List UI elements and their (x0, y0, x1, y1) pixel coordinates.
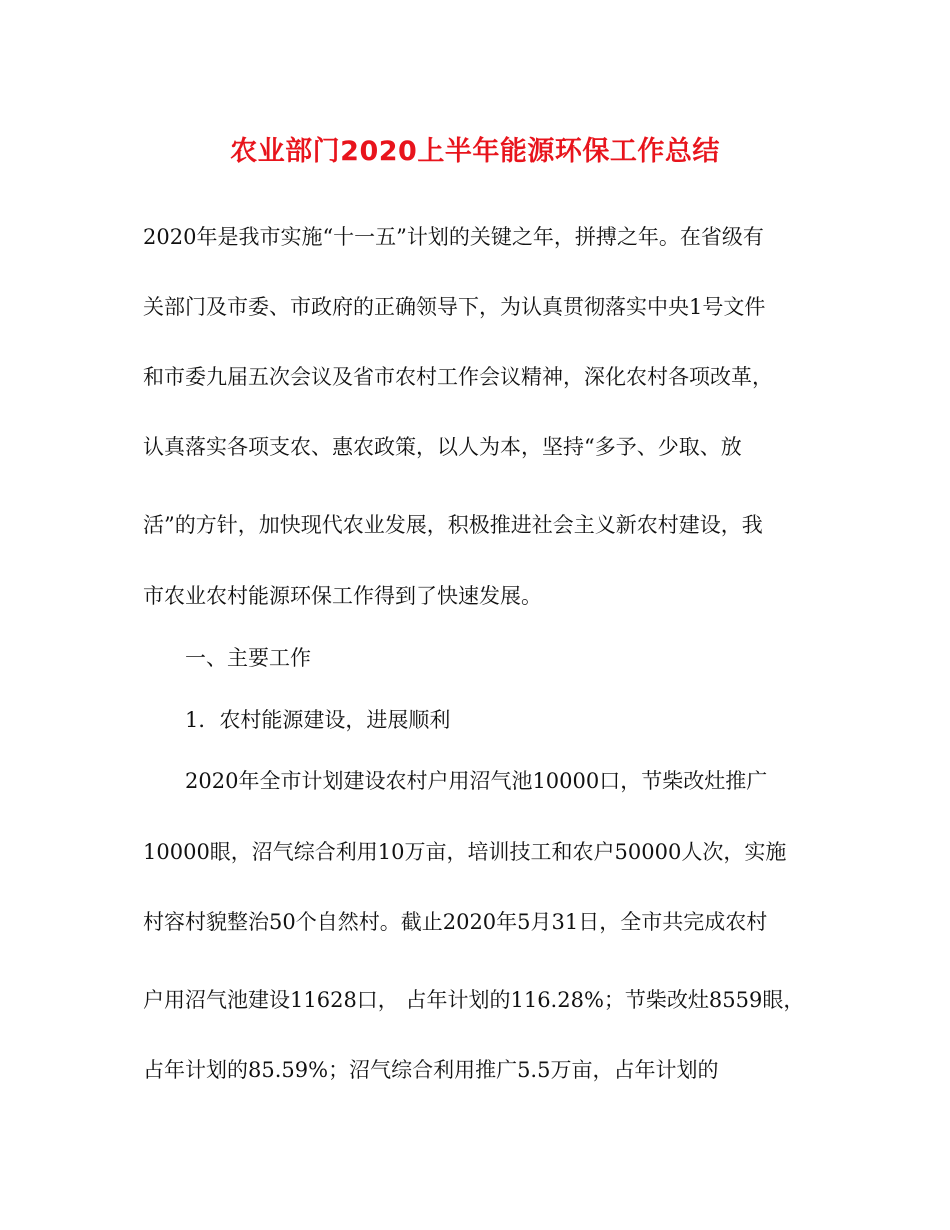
subsection-heading: 1．农村能源建设，进展顺利 (185, 708, 451, 732)
section-heading: 一、主要工作 (185, 646, 311, 670)
paragraph-line: 市农业农村能源环保工作得到了快速发展。 (143, 584, 542, 608)
paragraph-line: 活”的方针，加快现代农业发展，积极推进社会主义新农村建设，我 (143, 513, 763, 537)
paragraph-line: 户用沼气池建设11628口， 占年计划的116.28%；节柴改灶8559眼， (143, 988, 805, 1012)
paragraph-line: 占年计划的85.59%；沼气综合利用推广5.5万亩，占年计划的 (143, 1058, 719, 1082)
paragraph-line: 10000眼，沼气综合利用10万亩，培训技工和农户50000人次，实施 (143, 840, 787, 864)
paragraph-line: 2020年全市计划建设农村户用沼气池10000口，节柴改灶推广 (185, 769, 768, 793)
paragraph-line: 村容村貌整治50个自然村。截止2020年5月31日，全市共完成农村 (143, 910, 768, 934)
paragraph-line: 认真落实各项支农、惠农政策，以人为本，坚持“多予、少取、放 (143, 435, 742, 459)
paragraph-line: 2020年是我市实施“十一五”计划的关键之年，拼搏之年。在省级有 (143, 225, 764, 249)
paragraph-line: 和市委九届五次会议及省市农村工作会议精神，深化农村各项改革， (143, 365, 773, 389)
document-title: 农业部门2020上半年能源环保工作总结 (230, 136, 720, 167)
paragraph-line: 关部门及市委、市政府的正确领导下，为认真贯彻落实中央1号文件 (143, 295, 766, 319)
